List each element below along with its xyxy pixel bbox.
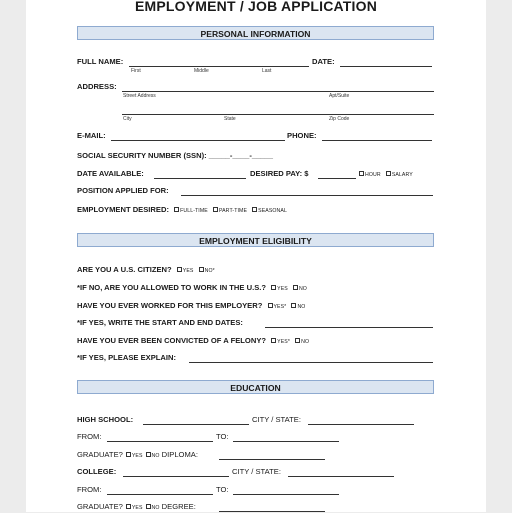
college-city-state-field[interactable]	[288, 476, 394, 477]
state-sublabel: State	[224, 116, 236, 122]
felony-question: HAVE YOU EVER BEEN CONVICTED OF A FELONY?	[77, 336, 267, 345]
work-allowed-no-checkbox[interactable]	[293, 285, 298, 290]
position-field[interactable]	[181, 195, 433, 196]
part-time-label: PART-TIME	[218, 208, 248, 214]
section-header-eligibility: EMPLOYMENT ELIGIBILITY	[77, 233, 434, 247]
citizen-yes-label: YES	[182, 268, 194, 274]
start-end-dates-label: *IF YES, WRITE THE START AND END DATES:	[77, 318, 243, 327]
worked-before-yes-checkbox[interactable]	[268, 303, 273, 308]
college-city-state-label: CITY / STATE:	[232, 467, 281, 476]
zip-sublabel: Zip Code	[329, 116, 350, 122]
college-from-field[interactable]	[107, 494, 213, 495]
desired-pay-field[interactable]	[318, 178, 356, 179]
felony-yes-label: YES*	[277, 339, 290, 345]
high-school-field[interactable]	[143, 424, 249, 425]
high-school-graduate-no-checkbox[interactable]	[146, 452, 151, 457]
high-school-to-label: TO:	[216, 432, 229, 441]
diploma-label: DIPLOMA:	[161, 450, 198, 459]
last-sublabel: Last	[262, 68, 272, 74]
street-address-field[interactable]	[122, 91, 434, 92]
section-header-personal: PERSONAL INFORMATION	[77, 26, 434, 40]
apt-sublabel: Apt/Suite	[329, 93, 350, 99]
college-graduate-yes-checkbox[interactable]	[126, 504, 131, 509]
desired-pay-label: DESIRED PAY: $	[250, 169, 309, 178]
college-graduate-no-label: NO	[151, 505, 160, 511]
full-name-field[interactable]	[129, 66, 309, 67]
high-school-graduate-yes-checkbox[interactable]	[126, 452, 131, 457]
section-header-education: EDUCATION	[77, 380, 434, 394]
city-state-zip-field[interactable]	[122, 114, 434, 115]
felony-yes-checkbox[interactable]	[271, 338, 276, 343]
date-available-label: DATE AVAILABLE:	[77, 169, 144, 178]
full-time-label: FULL-TIME	[180, 208, 208, 214]
high-school-label: HIGH SCHOOL:	[77, 415, 134, 424]
college-to-label: TO:	[216, 485, 229, 494]
citizen-question: ARE YOU A U.S. CITIZEN?	[77, 265, 172, 274]
college-graduate-yes-label: YES	[131, 505, 143, 511]
hour-label: HOUR	[365, 172, 381, 178]
college-to-field[interactable]	[233, 494, 339, 495]
date-label: DATE:	[312, 57, 335, 66]
middle-sublabel: Middle	[194, 68, 209, 74]
pay-type-options	[356, 169, 413, 180]
part-time-checkbox[interactable]	[213, 207, 218, 212]
seasonal-label: SEASONAL	[258, 208, 287, 214]
felony-question-row	[77, 336, 309, 347]
start-end-dates-field[interactable]	[265, 327, 433, 328]
salary-checkbox[interactable]	[386, 171, 391, 176]
work-allowed-yes-label: YES	[277, 286, 288, 292]
felony-explain-field[interactable]	[189, 362, 433, 363]
address-label: ADDRESS:	[77, 82, 117, 91]
citizen-no-label: NO*	[204, 268, 215, 274]
high-school-graduate-row	[77, 450, 198, 461]
college-field[interactable]	[123, 476, 229, 477]
phone-field[interactable]	[322, 140, 432, 141]
seasonal-checkbox[interactable]	[252, 207, 257, 212]
diploma-field[interactable]	[219, 459, 325, 460]
high-school-from-label: FROM:	[77, 432, 102, 441]
city-sublabel: City	[123, 116, 132, 122]
high-school-graduate-no-label: NO	[151, 453, 160, 459]
full-name-label: FULL NAME:	[77, 57, 124, 66]
worked-before-no-label: NO	[297, 304, 306, 310]
high-school-graduate-yes-label: YES	[131, 453, 143, 459]
email-label: E-MAIL:	[77, 131, 106, 140]
felony-no-label: NO	[301, 339, 310, 345]
citizen-no-checkbox[interactable]	[199, 267, 204, 272]
college-from-label: FROM:	[77, 485, 102, 494]
phone-label: PHONE:	[287, 131, 317, 140]
hour-checkbox[interactable]	[359, 171, 364, 176]
salary-label: SALARY	[391, 172, 413, 178]
high-school-to-field[interactable]	[233, 441, 339, 442]
worked-before-no-checkbox[interactable]	[291, 303, 296, 308]
high-school-city-state-label: CITY / STATE:	[252, 415, 301, 424]
high-school-city-state-field[interactable]	[308, 424, 414, 425]
first-sublabel: First	[131, 68, 141, 74]
work-allowed-yes-checkbox[interactable]	[271, 285, 276, 290]
citizen-question-row	[77, 265, 215, 276]
citizen-yes-checkbox[interactable]	[177, 267, 182, 272]
degree-label: DEGREE:	[161, 502, 196, 511]
felony-no-checkbox[interactable]	[295, 338, 300, 343]
employment-desired-label: EMPLOYMENT DESIRED:	[77, 205, 169, 214]
high-school-from-field[interactable]	[107, 441, 213, 442]
college-label: COLLEGE:	[77, 467, 117, 476]
work-allowed-no-label: NO	[298, 286, 307, 292]
ssn-label: SOCIAL SECURITY NUMBER (SSN): _____-____-_____	[77, 151, 273, 160]
college-graduate-no-checkbox[interactable]	[146, 504, 151, 509]
felony-explain-label: *IF YES, PLEASE EXPLAIN:	[77, 353, 177, 362]
email-field[interactable]	[111, 140, 285, 141]
college-graduate-label: GRADUATE?	[77, 502, 123, 511]
worked-before-question: HAVE YOU EVER WORKED FOR THIS EMPLOYER?	[77, 301, 263, 310]
full-time-checkbox[interactable]	[174, 207, 179, 212]
worked-before-yes-label: YES*	[273, 304, 287, 310]
street-sublabel: Street Address	[123, 93, 156, 99]
employment-desired-row	[77, 205, 287, 216]
position-label: POSITION APPLIED FOR:	[77, 186, 169, 195]
date-field[interactable]	[340, 66, 432, 67]
work-allowed-question: *IF NO, ARE YOU ALLOWED TO WORK IN THE U.S.?	[77, 283, 267, 292]
work-allowed-question-row	[77, 283, 307, 294]
date-available-field[interactable]	[154, 178, 246, 179]
college-graduate-row	[77, 502, 196, 513]
worked-before-question-row	[77, 301, 305, 312]
document-title: EMPLOYMENT / JOB APPLICATION	[134, 0, 378, 14]
high-school-graduate-label: GRADUATE?	[77, 450, 123, 459]
